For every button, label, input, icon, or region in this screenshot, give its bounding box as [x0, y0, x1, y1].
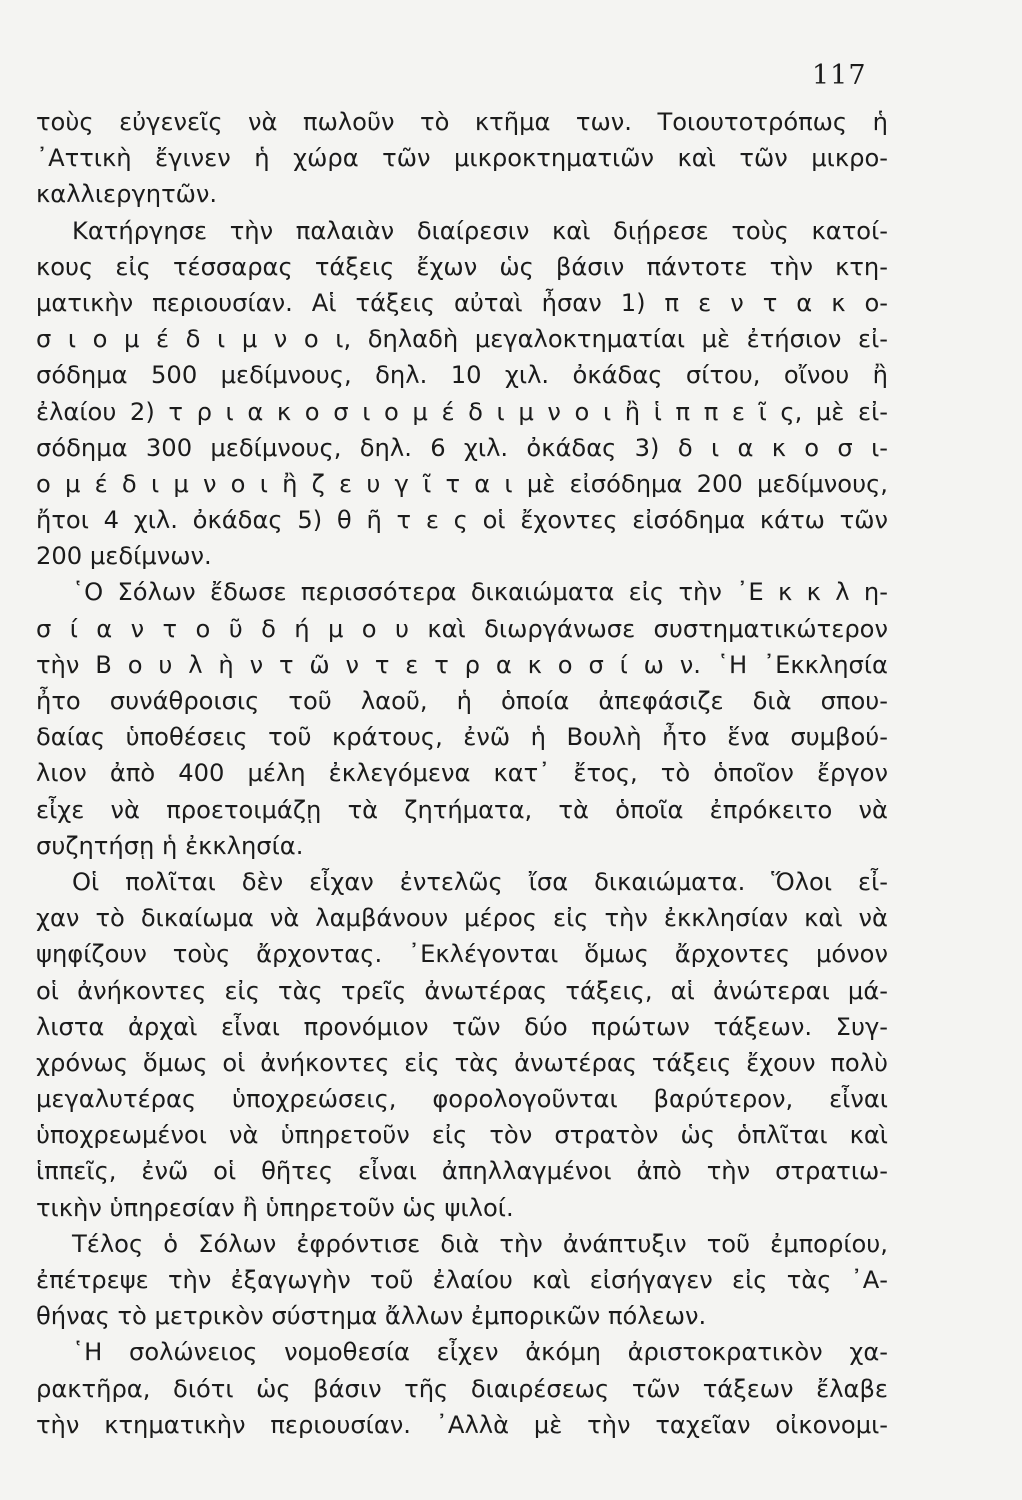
page-number: 117 — [812, 60, 867, 91]
text-line: ψηφίζουν τοὺς ἄρχοντας. ᾿Εκλέγονται ὅμως ἄρχοντες μόνον — [36, 940, 888, 969]
text-line: σ ί α ν τ ο ῦ δ ή μ ο υ καὶ διωργάνωσε συστηματικώτερον — [36, 614, 888, 643]
text-line: ἤτοι 4 χιλ. ὀκάδας 5) θ ῆ τ ε ς οἱ ἔχοντες εἰσόδημα κάτω τῶν — [36, 506, 888, 535]
text-line: καλλιεργητῶν. — [36, 180, 218, 209]
text-line: ρακτῆρα, διότι ὡς βάσιν τῆς διαιρέσεως τῶν τάξεων ἔλαβε — [36, 1374, 888, 1403]
text-line: χρόνως ὅμως οἱ ἀνήκοντες εἰς τὰς ἀνωτέρας τάξεις ἔχουν πολὺ — [36, 1048, 888, 1077]
text-line: Τέλος ὁ Σόλων ἐφρόντισε διὰ τὴν ἀνάπτυξιν τοῦ ἐμπορίου, — [72, 1229, 888, 1258]
text-line: ἦτο συνάθροισις τοῦ λαοῦ, ἡ ὁποία ἀπεφάσιζε διὰ σπου- — [36, 687, 888, 715]
text-line: Οἱ πολῖται δὲν εἶχαν ἐντελῶς ἴσα δικαιώματα. Ὅλοι εἶ- — [72, 867, 888, 896]
text-line: τὴν κτηματικὴν περιουσίαν. ᾿Αλλὰ μὲ τὴν ταχεῖαν οἰκονομι- — [36, 1410, 888, 1439]
text-line: χαν τὸ δικαίωμα νὰ λαμβάνουν μέρος εἰς τὴν ἐκκλησίαν καὶ νὰ — [36, 904, 888, 933]
text-line: ἱππεῖς, ἐνῶ οἱ θῆτες εἶναι ἀπηλλαγμένοι ἀπὸ τὴν στρατιω- — [36, 1157, 888, 1186]
text-line: εἶχε νὰ προετοιμάζῃ τὰ ζητήματα, τὰ ὁποῖα ἐπρόκειτο νὰ — [36, 795, 888, 824]
text-line: λιστα ἀρχαὶ εἶναι προνόμιον τῶν δύο πρώτων τάξεων. Συγ- — [36, 1012, 888, 1041]
text-line: τὴν Β ο υ λ ὴ ν τ ῶ ν τ ε τ ρ α κ ο σ ί ω ν. ῾Η ᾿Εκκλησία — [36, 650, 888, 679]
body-text — [36, 104, 888, 1443]
text-line: τικὴν ὑπηρεσίαν ἢ ὑπηρετοῦν ὡς ψιλοί. — [36, 1193, 514, 1222]
text-line: ὑποχρεωμένοι νὰ ὑπηρετοῦν εἰς τὸν στρατὸν ὡς ὁπλῖται καὶ — [36, 1121, 888, 1150]
text-line: ἐπέτρεψε τὴν ἐξαγωγὴν τοῦ ἐλαίου καὶ εἰσήγαγεν εἰς τὰς ᾿Α- — [36, 1266, 888, 1294]
text-line: τοὺς εὐγενεῖς νὰ πωλοῦν τὸ κτῆμα των. Τοιουτοτρόπως ἡ — [36, 108, 888, 136]
text-line: δαίας ὑποθέσεις τοῦ κράτους, ἐνῶ ἡ Βουλὴ ἦτο ἕνα συμβού- — [36, 723, 888, 752]
text-line: ᾿Αττικὴ ἔγινεν ἡ χώρα τῶν μικροκτηματιῶν καὶ τῶν μικρο- — [36, 144, 888, 173]
text-line: συζητήσῃ ἡ ἐκκλησία. — [36, 831, 304, 860]
text-line: σ ι ο μ έ δ ι μ ν ο ι, δηλαδὴ μεγαλοκτηματίαι μὲ ἐτήσιον εἰ- — [36, 325, 888, 354]
text-line: σόδημα 500 μεδίμνους, δηλ. 10 χιλ. ὀκάδας σίτου, οἴνου ἢ — [36, 361, 888, 390]
text-line: ματικὴν περιουσίαν. Αἱ τάξεις αὐταὶ ἦσαν 1) π ε ν τ α κ ο- — [36, 288, 888, 317]
text-line: μεγαλυτέρας ὑποχρεώσεις, φορολογοῦνται βαρύτερον, εἶναι — [36, 1085, 888, 1114]
text-line: θήνας τὸ μετρικὸν σύστημα ἄλλων ἐμπορικῶν πόλεων. — [36, 1302, 707, 1331]
text-line: ἐλαίου 2) τ ρ ι α κ ο σ ι ο μ έ δ ι μ ν ο ι ἢ ἱ π π ε ῖ ς, μὲ εἰ- — [36, 397, 888, 426]
text-line: σόδημα 300 μεδίμνους, δηλ. 6 χιλ. ὀκάδας 3) δ ι α κ ο σ ι- — [36, 433, 888, 462]
text-line: ῾Ο Σόλων ἔδωσε περισσότερα δικαιώματα εἰς τὴν ᾿Ε κ κ λ η- — [72, 578, 888, 607]
text-line: ο μ έ δ ι μ ν ο ι ἢ ζ ε υ γ ῖ τ α ι μὲ εἰσόδημα 200 μεδίμνους, — [36, 469, 888, 498]
text-line: Κατήργησε τὴν παλαιὰν διαίρεσιν καὶ διῄρεσε τοὺς κατοί- — [72, 216, 888, 245]
text-line: κους εἰς τέσσαρας τάξεις ἔχων ὡς βάσιν πάντοτε τὴν κτη- — [36, 252, 888, 281]
text-line: ῾Η σολώνειος νομοθεσία εἶχεν ἀκόμη ἀριστοκρατικὸν χα- — [72, 1338, 888, 1367]
text-line: λιον ἀπὸ 400 μέλη ἐκλεγόμενα κατ᾿ ἔτος, τὸ ὁποῖον ἔργον — [36, 759, 888, 788]
text-line: 200 μεδίμνων. — [36, 542, 212, 571]
text-line: οἱ ἀνήκοντες εἰς τὰς τρεῖς ἀνωτέρας τάξεις, αἱ ἀνώτεραι μά- — [36, 976, 888, 1005]
